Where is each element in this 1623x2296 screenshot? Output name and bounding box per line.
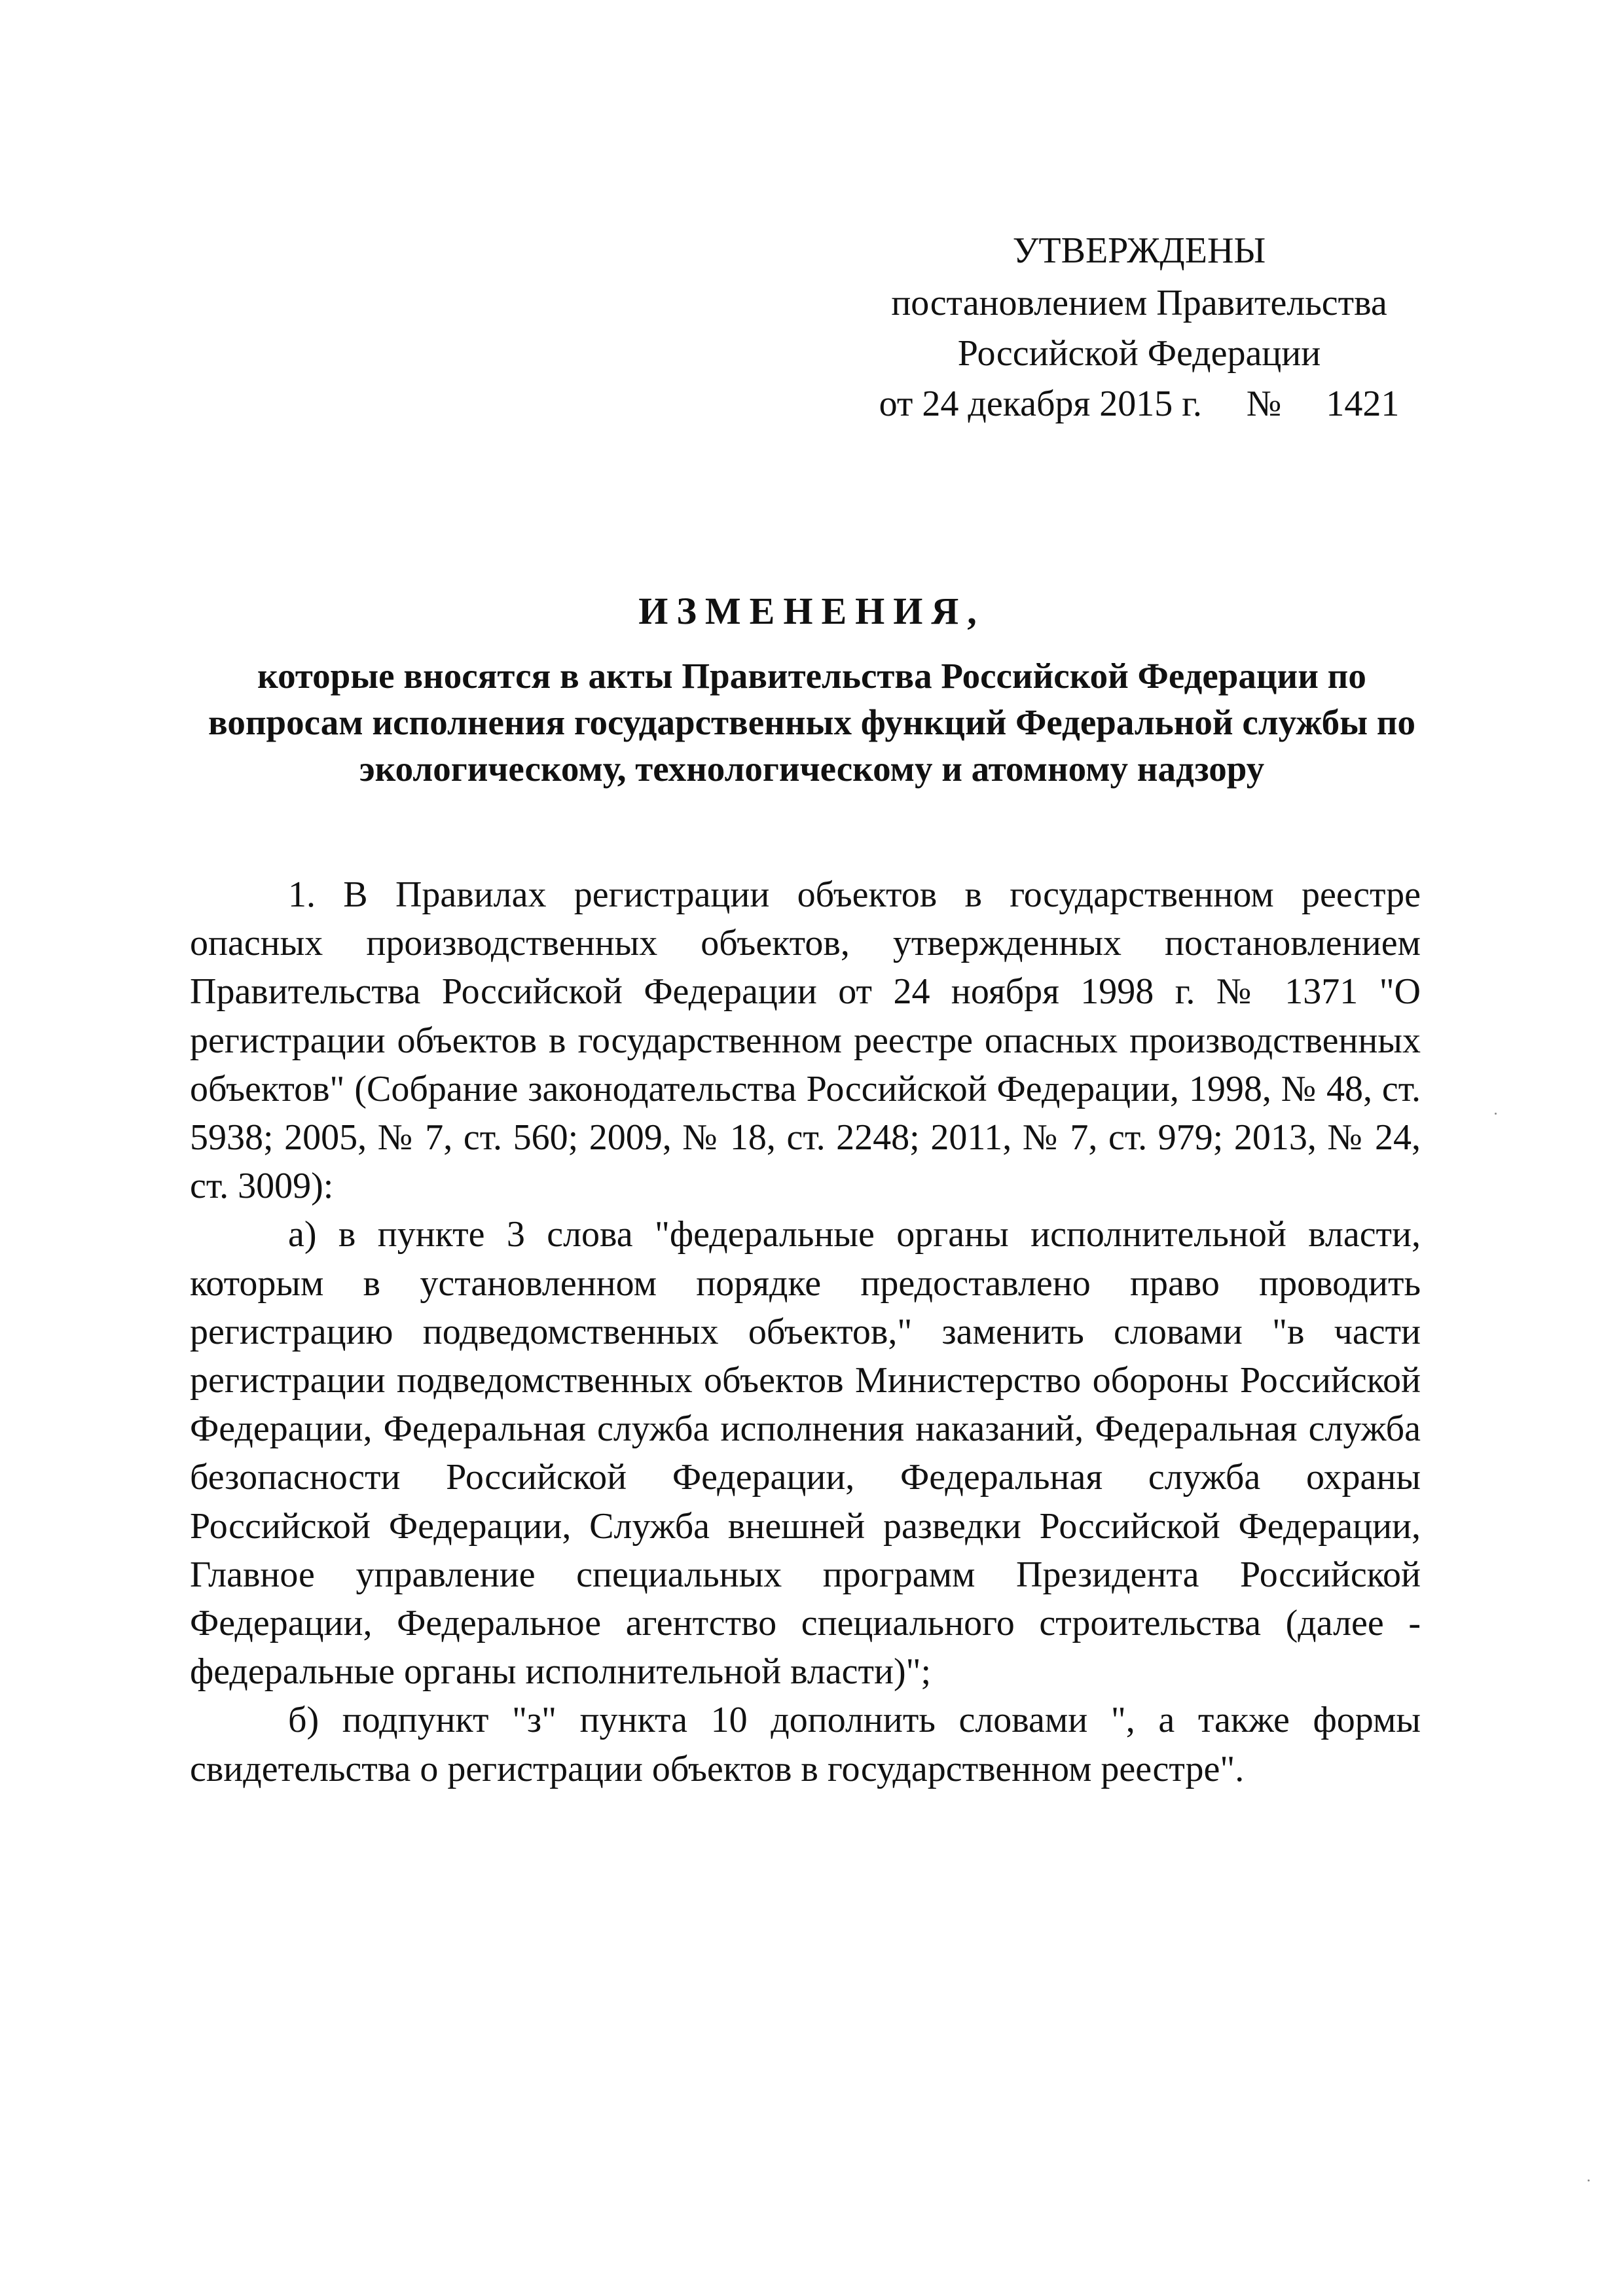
paragraph-2: а) в пункте 3 слова "федеральные органы исполнительной власти, которым в установленном порядке предоставлено право проводить регистрацию подведомственных объектов," заменить словами "в части регистрации подведомственных объектов Министерство обороны Российской Федерации, Федеральная служба исполнения наказаний, Федеральная служба безопасности Российской Федерации, Федеральная служба охраны Российской Федерации, Служба внешней разведки Российской Федерации, Главное управление специальных программ Президента Российской Федерации, Федеральное агентство специального строительства (далее - федеральные органы исполнительной власти)"; [190, 1214, 1421, 1693]
approval-number-sign: № [1246, 384, 1282, 424]
approval-stamp [845, 226, 1434, 429]
paragraph-1: 1. В Правилах регистрации объектов в государственном реестре опасных производственных объектов, утвержденных постановлением Правительства Российской Федерации от 24 ноября 1998 г. № 1371 "О регистрации объектов в государственном реестре опасных производственных объектов" (Собрание законодательства Российской Федерации, 1998, № 48, ст. 5938; 2005, № 7, ст. 560; 2009, № 18, ст. 2248; 2011, № 7, ст. 979; 2013, № 24, ст. 3009): [190, 874, 1421, 1207]
approval-date-line [845, 379, 1434, 429]
document-body [190, 870, 1421, 1793]
approval-line-resolution: постановлением Правительства [891, 283, 1387, 323]
paragraph-3: б) подпункт "з" пункта 10 дополнить словами ", а также формы свидетельства о регистрации объектов в государственном реестре". [190, 1700, 1421, 1789]
scan-speck [1588, 2179, 1590, 2181]
approval-number: 1421 [1326, 384, 1400, 424]
title-main: ИЗМЕНЕНИЯ, [638, 590, 985, 632]
approval-date: от 24 декабря 2015 г. [879, 384, 1202, 424]
document-title [190, 589, 1434, 792]
approved-heading: УТВЕРЖДЕНЫ [1012, 230, 1266, 271]
title-subtitle: которые вносятся в акты Правительства Российской Федерации по вопросам исполнения государственных функций Федеральной службы по экологическому, технологическому и атомному надзору [208, 656, 1415, 789]
scan-speck [1495, 1113, 1497, 1115]
approval-line-federation: Российской Федерации [957, 333, 1321, 374]
